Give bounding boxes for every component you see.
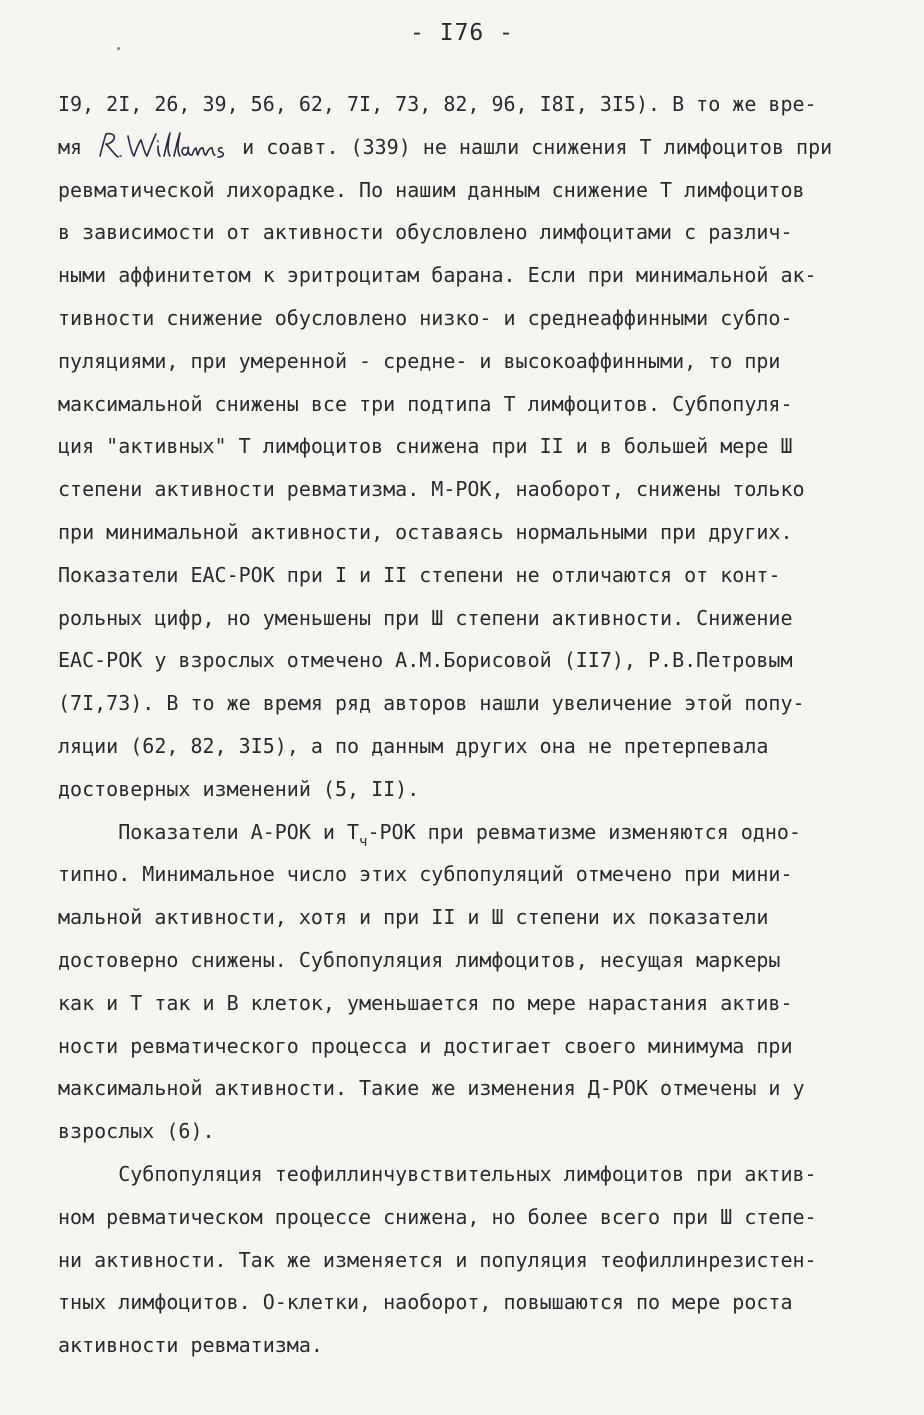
text-line: рольных цифр, но уменьшены при Ш степени активности. Снижение [58,605,793,630]
text-line: ными аффинитетом к эритроцитам барана. Если при минимальной ак- [58,263,817,288]
text-line: максимальной снижены все три подтипа Т лимфоцитов. Субпопуля- [58,391,793,416]
text-line: тивности снижение обусловлено низко- и среднеаффинными субпо- [58,305,793,330]
text-line: мальной активности, хотя и при II и Ш степени их показатели [58,905,769,930]
text-line: в зависимости от активности обусловлено лимфоцитами с различ- [58,220,793,245]
scan-speck [117,47,120,50]
text-line: максимальной активности. Такие же изменения Д-РОК отмечены и у [58,1076,805,1101]
text-line: (7I,73). В то же время ряд авторов нашли увеличение этой попу- [58,691,805,716]
page-number: - I76 - [410,20,514,46]
text-line: I9, 2I, 26, 39, 56, 62, 7I, 73, 82, 96, I8I, 3I5). В то же вре- [58,92,817,116]
text-line: типно. Минимальное число этих субпопуляций отмечено при мини- [58,862,793,887]
subscript: ч [359,833,368,850]
text-line: Показатели ЕАС-РОК при I и II степени не отличаются от конт- [58,562,781,587]
text-line: мя и соавт. (339) не нашли снижения Т лимфоцитов при [58,126,858,169]
text-line: при минимальной активности, оставаясь нормальными при других. [58,519,793,544]
text-line: пуляциями, при умеренной - средне- и высокоаффинными, то при [58,348,781,373]
text-line: ном ревматическом процессе снижена, но более всего при Ш степе- [58,1204,817,1229]
handwritten-signature [94,130,230,160]
text-line: ни активности. Так же изменяется и популяция теофиллинрезистен- [58,1247,817,1272]
text-line: ЕАС-РОК у взрослых отмечено А.М.Борисовой (II7), Р.В.Петровым [58,648,793,673]
text-line: ности ревматического процесса и достигает своего минимума при [58,1033,793,1058]
text-line: достоверно снижены. Субпопуляция лимфоцитов, несущая маркеры [58,947,781,972]
text-line: степени активности ревматизма. М-РОК, наоборот, снижены только [58,477,805,502]
text-line: взрослых (6). [58,1119,215,1144]
text-line: тных лимфоцитов. О-клетки, наоборот, повышаются по мере роста [58,1290,793,1315]
text-line: активности ревматизма. [58,1333,323,1358]
text-line: ция "активных" Т лимфоцитов снижена при II и в большей мере Ш [58,434,793,459]
text-line: ревматической лихорадке. По нашим данным снижение Т лимфоцитов [58,177,805,202]
text-line: ляции (62, 82, 3I5), а по данным других она не претерпевала [58,733,769,758]
text-line: достоверных изменений (5, II). [58,776,420,801]
body-text [58,83,858,1367]
text-line: Субпопуляция теофиллинчувствительных лимфоцитов при актив- [58,1161,817,1186]
text-line: как и Т так и В клеток, уменьшается по мере нарастания актив- [58,990,793,1015]
text-line: Показатели А-РОК и $Т_ч$-РОК при ревматизме изменяются одно- [58,819,801,850]
